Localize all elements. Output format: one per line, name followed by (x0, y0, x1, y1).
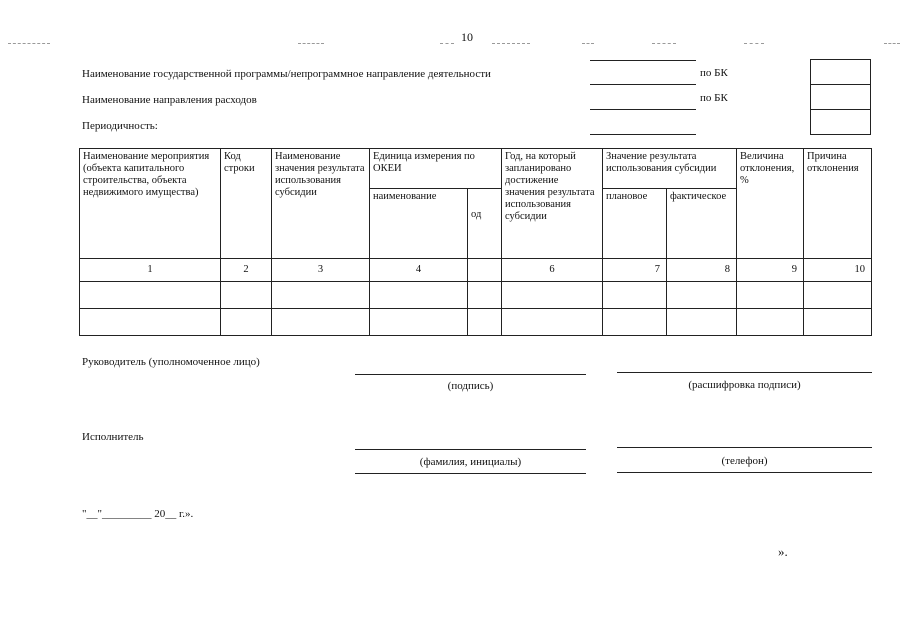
header-deviation: Величина отклонения, % (737, 149, 804, 259)
header-actual: фактическое (667, 189, 737, 259)
direction-blank-line (590, 109, 696, 110)
column-number (468, 259, 502, 282)
scan-artifact (582, 43, 594, 44)
table-cell (370, 282, 468, 309)
column-number: 3 (272, 259, 370, 282)
signature-line (355, 374, 586, 375)
column-number: 10 (804, 259, 872, 282)
table-cell (272, 282, 370, 309)
program-label: Наименование государственной программы/непрограммное направление деятельности (82, 68, 491, 80)
executor-line-bottom (355, 473, 586, 474)
table-cell (667, 282, 737, 309)
scan-artifact (298, 43, 324, 44)
scan-artifact (884, 43, 900, 44)
decode-line (617, 372, 872, 373)
table-cell (221, 309, 272, 336)
header-event-name: Наименование мероприятия (объекта капитального строительства, объекта недвижимого имущества) (80, 149, 221, 259)
header-row-code: Код строки (221, 149, 272, 259)
table-cell (80, 282, 221, 309)
header-planned-year: Год, на который запланировано достижение значения результата использования субсидии (502, 149, 603, 259)
table-cell (272, 309, 370, 336)
date-line: "__"_________ 20__ г.». (82, 508, 194, 520)
closing-mark: ». (778, 544, 788, 559)
blank-line (590, 60, 696, 61)
table-cell (468, 309, 502, 336)
decode-caption: (расшифровка подписи) (688, 379, 801, 391)
program-blank-line (590, 84, 696, 85)
column-number: 6 (502, 259, 603, 282)
code-box-1 (810, 59, 871, 85)
scan-artifact (744, 43, 764, 44)
page-number: 10 (461, 30, 473, 44)
column-number: 7 (603, 259, 667, 282)
head-label: Руководитель (уполномоченное лицо) (82, 356, 260, 368)
table-row (80, 309, 872, 336)
table-cell (502, 282, 603, 309)
table-cell (502, 309, 603, 336)
table-cell (804, 282, 872, 309)
header-unit-code: од (468, 189, 502, 259)
table-cell (804, 309, 872, 336)
direction-label: Наименование направления расходов (82, 94, 257, 106)
table-cell (603, 282, 667, 309)
po-bk-label-2: по БК (700, 92, 728, 104)
table-cell (370, 309, 468, 336)
signature-caption: (подпись) (447, 380, 494, 392)
name-caption: (фамилия, инициалы) (419, 456, 522, 468)
executor-line-top (355, 449, 586, 450)
table-cell (80, 309, 221, 336)
header-result-name: Наименование значения результата использования субсидии (272, 149, 370, 259)
column-number-row (80, 259, 872, 282)
phone-line-bottom (617, 472, 872, 473)
table-cell (737, 282, 804, 309)
code-box-2 (810, 84, 871, 110)
phone-caption: (телефон) (721, 455, 768, 467)
table-cell (221, 282, 272, 309)
scan-artifact (492, 43, 530, 44)
column-number: 2 (221, 259, 272, 282)
column-number: 1 (80, 259, 221, 282)
header-unit-group: Единица измерения по ОКЕИ (370, 149, 502, 189)
column-number: 9 (737, 259, 804, 282)
table-cell (737, 309, 804, 336)
header-value-group: Значение результата использования субсидии (603, 149, 737, 189)
report-table (79, 148, 872, 336)
header-unit-name: наименование (370, 189, 468, 259)
column-number: 8 (667, 259, 737, 282)
table-row (80, 282, 872, 309)
table-cell (468, 282, 502, 309)
header-planned: плановое (603, 189, 667, 259)
periodicity-label: Периодичность: (82, 120, 158, 132)
header-reason: Причина отклонения (804, 149, 872, 259)
table-cell (603, 309, 667, 336)
table-cell (667, 309, 737, 336)
code-box-3 (810, 109, 871, 135)
phone-line-top (617, 447, 872, 448)
column-number: 4 (370, 259, 468, 282)
scan-artifact (8, 43, 50, 44)
scan-artifact (652, 43, 676, 44)
executor-label: Исполнитель (82, 431, 144, 443)
po-bk-label-1: по БК (700, 67, 728, 79)
periodicity-blank-line (590, 134, 696, 135)
